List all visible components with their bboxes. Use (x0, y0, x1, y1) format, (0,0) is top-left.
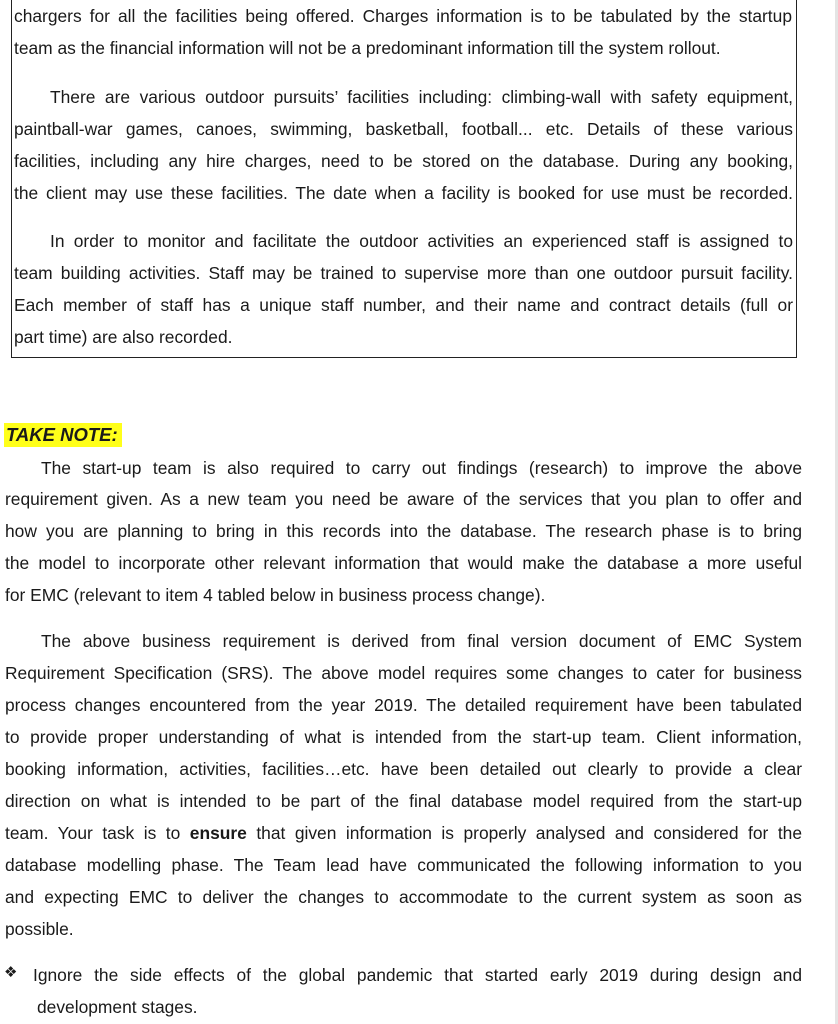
note-p2-line-7 (5, 822, 802, 844)
box-p3-line-4: part time) are also recorded. (14, 327, 233, 347)
box-p2-line-1: There are various outdoor pursuits’ facilities including: climbing-wall with safety equipment, (50, 87, 793, 107)
note-p1-line-4: the model to incorporate other relevant information that would make the database a more useful (5, 553, 802, 573)
take-note-heading: TAKE NOTE: (4, 423, 122, 447)
note-p2-line-1: The above business requirement is derived from final version document of EMC System (41, 631, 802, 651)
box-p3-line-2: team building activities. Staff may be trained to supervise more than one outdoor pursuit facility. (14, 263, 793, 283)
note-p1-line-3: how you are planning to bring in this records into the database. The research phase is to bring (5, 521, 802, 541)
note-p2-line-8: database modelling phase. The Team lead have communicated the following information to you (5, 855, 802, 875)
bullet-line-2: development stages. (37, 997, 198, 1017)
note-p2-line-3: process changes encountered from the year 2019. The detailed requirement have been tabulated (5, 695, 802, 715)
diamond-bullet-icon: ❖ (4, 964, 18, 981)
bullet-line-1: Ignore the side effects of the global pandemic that started early 2019 during design and (33, 965, 802, 985)
box-p3-line-3: Each member of staff has a unique staff number, and their name and contract details (full or (14, 295, 793, 315)
box-p2-line-3: facilities, including any hire charges, need to be stored on the database. During any booking, (14, 151, 793, 171)
note-p2-line-7-end: that given information is properly analysed and considered for the (246, 823, 802, 843)
note-p1-line-1: The start-up team is also required to carry out findings (research) to improve the above (41, 458, 802, 478)
note-p2-line-10: possible. (5, 919, 74, 939)
note-p2-line-5: booking information, activities, facilities…etc. have been detailed out clearly to provide a clear (5, 759, 802, 779)
note-p2-line-2: Requirement Specification (SRS). The above model requires some changes to cater for business (5, 663, 802, 683)
box-p1-line-2: team as the financial information will not be a predominant information till the system rollout. (14, 38, 721, 58)
note-p2-line-7-start: team. Your task is to (5, 823, 190, 843)
box-p2-line-2: paintball-war games, canoes, swimming, basketball, football... etc. Details of these various (14, 119, 793, 139)
note-p1-line-2: requirement given. As a new team you need be aware of the services that you plan to offer and (5, 489, 802, 509)
note-p1-line-5: for EMC (relevant to item 4 tabled below in business process change). (5, 585, 546, 605)
ensure-emphasis: ensure (189, 823, 247, 843)
note-p2-line-4: to provide proper understanding of what is intended from the start-up team. Client information, (5, 727, 802, 747)
note-p2-line-6: direction on what is intended to be part of the final database model required from the start-up (5, 791, 802, 811)
note-p2-line-9: and expecting EMC to deliver the changes to accommodate to the current system as soon as (5, 887, 802, 907)
box-p3-line-1: In order to monitor and facilitate the outdoor activities an experienced staff is assigned to (50, 231, 793, 251)
box-p1-line-1: chargers for all the facilities being offered. Charges information is to be tabulated by the startup (14, 6, 792, 26)
box-p2-line-4: the client may use these facilities. The date when a facility is booked for use must be recorded. (14, 183, 793, 203)
